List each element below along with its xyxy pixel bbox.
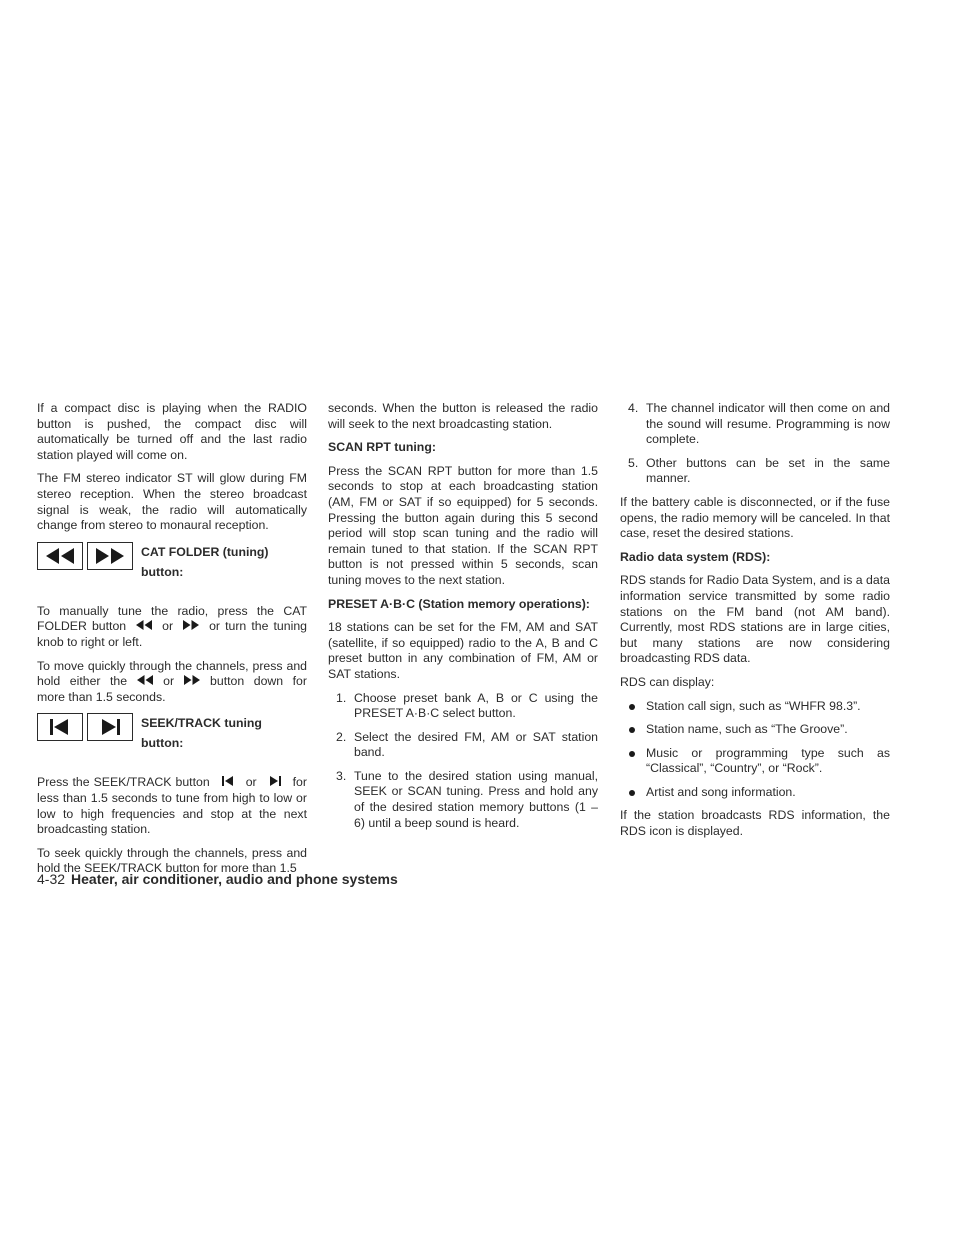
cat-folder-label: CAT FOLDER (tuning) button:: [141, 544, 269, 579]
cat-folder-heading: [37, 542, 307, 590]
seek-track-heading: [37, 713, 307, 761]
list-item: 3. Tune to the desired station using manual, SEEK or SCAN tuning. Press and hold any of the desired station memory buttons (1 – 6) until a beep sound is heard.: [336, 768, 598, 830]
paragraph-move-quickly: To move quickly through the channels, press and hold either the or button down for more than 1.5 seconds.: [37, 658, 307, 704]
bullet-icon: [629, 751, 635, 757]
column-1: [37, 401, 307, 885]
fast-forward-icon: [87, 542, 133, 570]
preset-steps-continued: [620, 401, 890, 487]
skip-forward-icon: [267, 776, 283, 786]
bullet-icon: [629, 704, 635, 710]
paragraph-rds-can-display: RDS can display:: [620, 674, 715, 689]
page-number: 4-32: [37, 871, 66, 887]
heading-preset: PRESET A·B·C (Station memory operations):: [328, 596, 590, 611]
paragraph-rds: RDS stands for Radio Data System, and is a data information service transmitted by some radio stations on the FM band (not AM band). Currently, most RDS stations are in large cities, but many stations are now considering broadcasting RDS data.: [620, 573, 890, 666]
bullet-icon: [629, 727, 635, 733]
paragraph-seek-continued: seconds. When the button is released the radio will seek to the next broadcasting station.: [328, 401, 598, 431]
rewind-icon: [136, 620, 152, 630]
paragraph-seek-hold: To seek quickly through the channels, press and hold the SEEK/TRACK button for more than 1.5: [37, 845, 307, 876]
seek-track-label: SEEK/TRACK tuning button:: [141, 716, 262, 751]
heading-scan-rpt: SCAN RPT tuning:: [328, 440, 436, 455]
fast-forward-icon: [183, 620, 199, 630]
paragraph-battery: If the battery cable is disconnected, or if the fuse opens, the radio memory will be canceled. In that case, reset the desired stations.: [620, 494, 890, 541]
list-item: Music or programming type such as “Classical”, “Country”, or “Rock”.: [620, 746, 890, 777]
paragraph-preset: 18 stations can be set for the FM, AM and SAT (satellite, if so equipped) radio to the A, B and C preset button in any combination of FM, AM or SAT stations.: [328, 620, 598, 681]
list-item: 4. The channel indicator will then come on and the sound will resume. Programming is now complete.: [628, 401, 890, 447]
list-item: 1. Choose preset bank A, B or C using the PRESET A·B·C select button.: [336, 690, 598, 721]
skip-forward-icon: [87, 713, 133, 741]
section-title: Heater, air conditioner, audio and phone systems: [71, 871, 398, 887]
paragraph-rds-icon: If the station broadcasts RDS information, the RDS icon is displayed.: [620, 808, 890, 839]
paragraph-manual-tune: To manually tune the radio, press the CAT FOLDER button or or turn the tuning knob to right or left.: [37, 603, 307, 649]
preset-steps: [328, 691, 598, 832]
list-item: Station call sign, such as “WHFR 98.3”.: [620, 699, 890, 715]
bullet-icon: [629, 790, 635, 796]
list-item: Artist and song information.: [620, 785, 890, 801]
heading-rds: Radio data system (RDS):: [620, 549, 771, 564]
skip-back-icon: [220, 776, 236, 786]
rewind-icon: [37, 542, 83, 570]
page-footer: [37, 871, 398, 887]
list-item: Station name, such as “The Groove”.: [620, 722, 890, 738]
paragraph-seek-press: Press the SEEK/TRACK button or for less than 1.5 seconds to tune from high to low or low to high frequencies and stop at the next broadcasting station.: [37, 775, 307, 837]
rds-display-list: [620, 699, 890, 801]
skip-back-icon: [37, 713, 83, 741]
rewind-icon: [137, 675, 153, 685]
column-3: [620, 401, 890, 848]
fast-forward-icon: [184, 675, 200, 685]
list-item: 2. Select the desired FM, AM or SAT station band.: [336, 729, 598, 760]
list-item: 5. Other buttons can be set in the same manner.: [628, 455, 890, 486]
column-2: [328, 401, 598, 839]
paragraph-fm-stereo: The FM stereo indicator ST will glow during FM stereo reception. When the stereo broadcast signal is weak, the radio will automatically change from stereo to monaural reception.: [37, 471, 307, 533]
paragraph-radio-button: If a compact disc is playing when the RADIO button is pushed, the compact disc will automatically be turned off and the last radio station played will come on.: [37, 401, 307, 462]
paragraph-scan-rpt: Press the SCAN RPT button for more than 1.5 seconds to stop at each broadcasting station (AM, FM or SAT if so equipped) for 5 seconds. Pressing the button again during this 5 second period will stop scan tuning and the radio will remain tuned to that station. If the SCAN RPT button is not pressed within 5 seconds, scan tuning moves to the next station.: [328, 463, 598, 587]
